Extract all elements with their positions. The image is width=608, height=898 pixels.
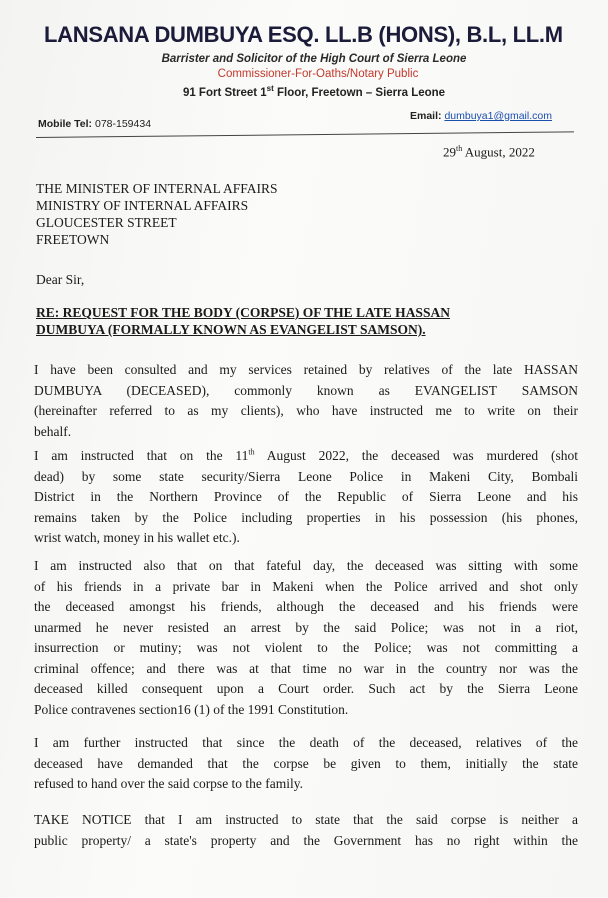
letterhead-commission: Commissioner-For-Oaths/Notary Public — [217, 68, 419, 80]
letter-date: 29th August, 2022 — [443, 144, 535, 160]
recipient-line: FREETOWN — [36, 232, 110, 247]
text-line: DUMBUYA (DECEASED), commonly known as EVANGELIST SAMSON — [34, 382, 578, 398]
text-line: behalf. — [34, 423, 72, 439]
text-line: deceased have demanded that the corpse be given to them, initially the state — [34, 755, 578, 771]
paragraph-3 — [34, 556, 578, 720]
text-line: of his friends in a private bar in Makeni when the Police arrived and shot only — [34, 578, 578, 594]
text-line: I am instructed also that on that fateful day, the deceased was sitting with some — [34, 558, 578, 573]
recipient-line: GLOUCESTER STREET — [36, 215, 177, 230]
text-line: refused to hand over the said corpse to the family. — [34, 776, 304, 791]
text-line: District in the Northern Province of the Republic of Sierra Leone and his — [34, 489, 578, 504]
recipient-line: MINISTRY OF INTERNAL AFFAIRS — [36, 198, 249, 213]
subject-line — [36, 304, 572, 338]
subject-line-2: DUMBUYA (FORMALLY KNOWN AS EVANGELIST SAMSON). — [36, 322, 426, 337]
text-line: TAKE NOTICE that I am instructed to state that the said corpse is neither a — [34, 812, 578, 827]
letterhead-title: Barrister and Solicitor of the High Court of Sierra Leone — [161, 53, 467, 65]
email-link[interactable]: dumbuya1@gmail.com — [444, 110, 552, 122]
letterhead-name: LANSANA DUMBUYA ESQ. LL.B (HONS), B.L, LL.M — [44, 22, 563, 47]
paragraph-1 — [34, 360, 578, 442]
mobile-number: 078-159434 — [94, 118, 152, 130]
subject-line-1: RE: REQUEST FOR THE BODY (CORPSE) OF THE LATE HASSAN — [36, 305, 450, 320]
mobile-contact: Mobile Tel: 078-159434 — [38, 118, 152, 130]
text-line: I have been consulted and my services retained by relatives of the late HASSAN — [34, 362, 578, 377]
text-line: wrist watch, money in his wallet etc.). — [34, 530, 240, 545]
text-line: criminal offence; and there was at that time no war in the country nor was the — [34, 660, 578, 676]
letterhead-divider — [36, 131, 574, 138]
recipient-line: THE MINISTER OF INTERNAL AFFAIRS — [36, 181, 278, 196]
salutation: Dear Sir, — [36, 272, 85, 287]
text-line: unarmed he never resisted an arrest by the said Police; was not in a riot, — [34, 619, 578, 635]
text-line: (hereinafter referred to as my clients), who have instructed me to write on their — [34, 403, 578, 418]
text-line: dead) by some state security/Sierra Leone Police in Makeni City, Bombali — [34, 468, 578, 484]
letterhead-address: 91 Fort Street 1st Floor, Freetown – Sierra Leone — [182, 84, 446, 99]
text-line: public property/ a state's property and the Government has no right within the — [34, 832, 578, 848]
paragraph-2 — [34, 446, 578, 549]
text-line: the deceased amongst his friends, although the deceased and his friends were — [34, 599, 578, 614]
paragraph-4 — [34, 733, 578, 795]
text-line: I am instructed that on the 11th August 2022, the deceased was murdered (shot — [34, 447, 578, 463]
email-contact: Email: dumbuya1@gmail.com — [410, 110, 552, 122]
paragraph-5 — [34, 810, 578, 851]
text-line: Police contravenes section16 (1) of the 1991 Constitution. — [34, 701, 349, 717]
recipient-address — [36, 180, 278, 248]
text-line: remains taken by the Police including properties in his possession (his phones, — [34, 509, 578, 525]
text-line: insurrection or mutiny; was not violent to the Police; was not committing a — [34, 640, 578, 655]
text-line: I am further instructed that since the death of the deceased, relatives of the — [34, 735, 578, 750]
text-line: deceased killed consequent upon a Court order. Such act by the Sierra Leone — [34, 681, 578, 696]
